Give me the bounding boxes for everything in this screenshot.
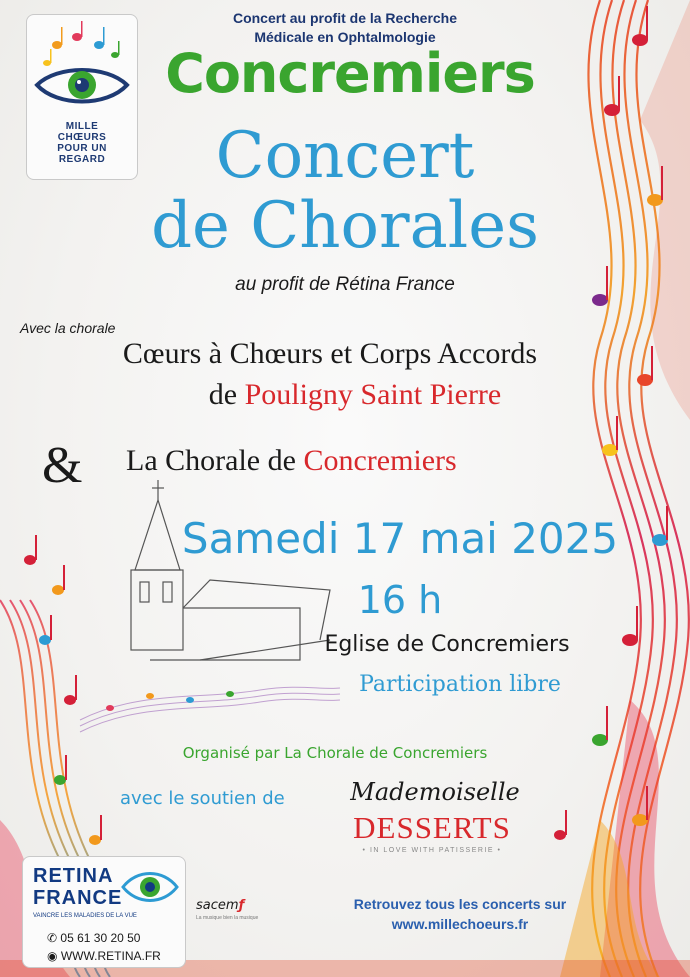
sacem-sub: La musique bien la musique <box>196 915 259 921</box>
choir-2-line <box>126 444 596 478</box>
sponsor-script: Mademoiselle <box>350 778 520 806</box>
event-date: Samedi 17 mai 2025 <box>181 514 619 563</box>
header-line-2: Médicale en Ophtalmologie <box>254 29 436 45</box>
choir-1-place-line <box>130 378 580 412</box>
footer-website[interactable]: www.millechoeurs.fr <box>391 916 529 932</box>
logo-line-4: REGARD <box>58 154 106 165</box>
retina-website: WWW.RETINA.FR <box>60 949 161 963</box>
logo-line-2: CHŒURS <box>57 132 107 143</box>
choir-2-place: Concremiers <box>303 444 457 477</box>
event-venue: Eglise de Concremiers <box>324 632 570 657</box>
retina-website-row <box>47 949 161 963</box>
retina-tagline: VAINCRE LES MALADIES DE LA VUE <box>33 913 137 919</box>
choir-intro: Avec la chorale <box>20 320 116 336</box>
footer-text <box>330 894 590 934</box>
sacem-logo <box>196 898 244 913</box>
event-time: 16 h <box>357 578 443 622</box>
choir-1-prefix: de <box>208 378 238 411</box>
choir-1-place: Pouligny Saint Pierre <box>244 378 502 411</box>
support-label: avec le soutien de <box>120 788 285 809</box>
phone-icon: ✆ <box>47 931 58 945</box>
sacem-mark-icon: ƒ <box>238 898 245 913</box>
organizer-text: Organisé par La Chorale de Concremiers <box>182 744 488 762</box>
choir-2-prefix: de <box>267 444 296 477</box>
sponsor-name: DESSERTS <box>353 810 511 845</box>
sacem-name: sacem <box>196 898 239 913</box>
logo-line-1: MILLE <box>65 121 99 132</box>
retina-phone-row <box>47 931 140 945</box>
choir-1-name: Cœurs à Chœurs et Corps Accords <box>122 337 538 370</box>
retina-france-logo <box>22 856 186 968</box>
choir-2-name: La Chorale <box>126 444 261 477</box>
logo-line-3: POUR UN <box>57 143 107 154</box>
sponsor-tagline: • IN LOVE WITH PATISSERIE • <box>362 847 502 854</box>
brand-title: Concremiers <box>165 42 535 105</box>
globe-icon: ◉ <box>47 949 58 963</box>
footer-line-1: Retrouvez tous les concerts sur <box>353 896 567 912</box>
event-price: Participation libre <box>359 672 561 697</box>
retina-phone: 05 61 30 20 50 <box>60 931 141 945</box>
ampersand: & <box>42 437 83 494</box>
eye-icon <box>121 867 179 907</box>
subtitle: au profit de Rétina France <box>235 274 455 295</box>
header-line-1: Concert au profit de la Recherche <box>232 10 458 26</box>
title-line-1: Concert <box>215 119 475 193</box>
eye-music-notes-icon <box>27 15 137 119</box>
title-line-2: de Chorales <box>151 189 539 263</box>
retina-name-line-1: RETINA <box>33 865 114 887</box>
retina-name-line-2: FRANCE <box>33 887 123 909</box>
